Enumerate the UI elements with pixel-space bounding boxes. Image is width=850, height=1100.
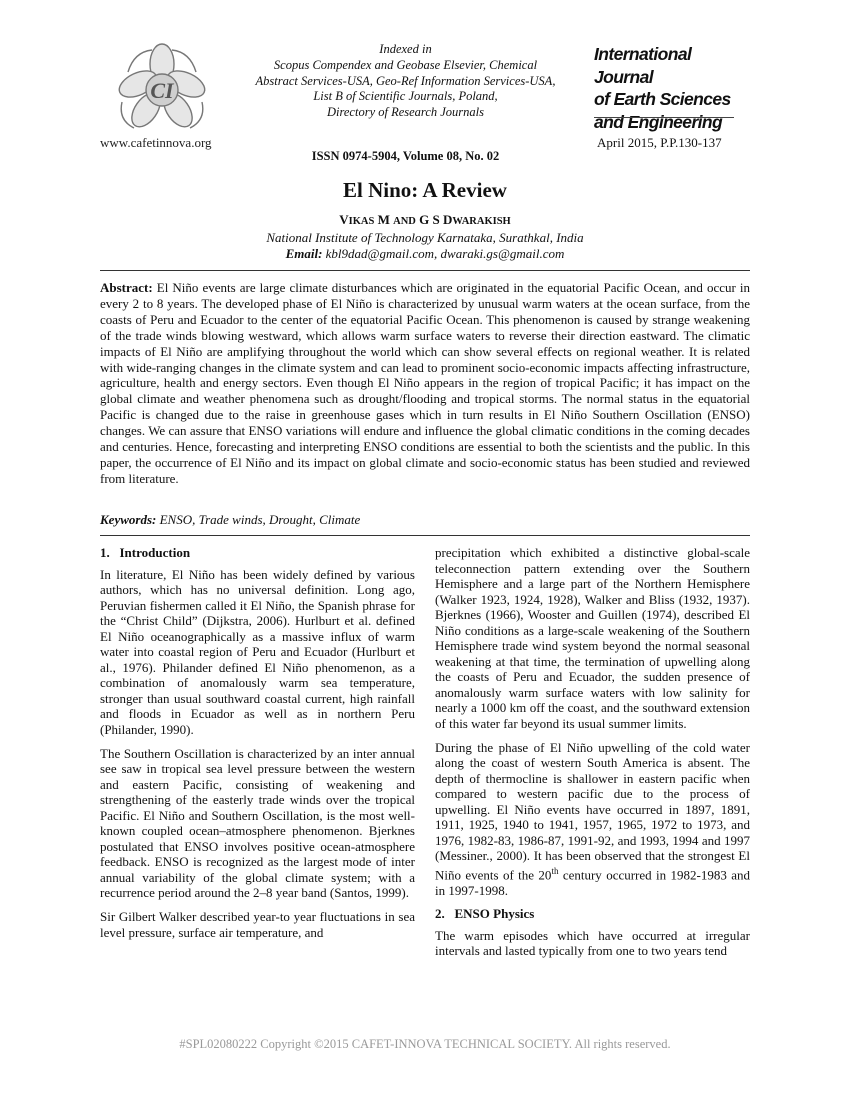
paragraph: In literature, El Niño has been widely defined by various authors, which has no universal definition. Long ago, Peruvian fishermen called it El Niño, the Spanish phrase for the “Christ Child” (Dijkstra, 2006). Hurlburt et al. defined El Niño oceanographically as a massive influx of warm water into coastal region of Peru and Ecuador (Hurlburt et al., 1976). Philander defined El Niño phenomenon, as a combination of anomalously warm sea temperature, stronger than usual southward coastal current, high rainfall and floods in Ecuador as well as in northern Peru (Philander, 1990). bbox=[100, 566, 415, 738]
journal-name-line: of Earth Sciences bbox=[594, 89, 731, 109]
superscript: th bbox=[551, 865, 559, 876]
right-column bbox=[435, 545, 750, 967]
indexing-line: Scopus Compendex and Geobase Elsevier, Chemical bbox=[273, 57, 538, 72]
paper-authors bbox=[100, 212, 750, 228]
left-column bbox=[100, 545, 415, 948]
keywords bbox=[100, 512, 750, 528]
email-line bbox=[100, 246, 750, 262]
journal-name-line: and Engineering bbox=[594, 111, 723, 132]
journal-underline bbox=[594, 117, 734, 118]
section-heading: 1. Introduction bbox=[100, 545, 191, 560]
website-url[interactable]: www.cafetinnova.org bbox=[100, 135, 212, 150]
indexing-line: Indexed in bbox=[379, 42, 432, 56]
author-text: V bbox=[339, 212, 349, 227]
abstract-text: El Niño events are large climate disturbances which are originated in the equatorial Pacific Ocean, and occur in every 2 to 8 years. The developed phase of El Niño is characterized by unusual warm waters at the ocean surface, from the coasts of Peru and Ecuador to the center of the equatorial Pacific Ocean. This phenomenon is caused by strange weakening of the trade winds blowing westward, which allows warm surface waters to reverse their direction eastward. The climatic impacts of El Niño are amplifying throughout the world which can show several effects on regional weather. It is related with wide-ranging changes in the climate system and can lead to prominent socio-economic impacts affecting infrastructure, agriculture, health and energy sectors. Even though El Niño appears in the region of tropical Pacific; it has impact on the global climate and weather phenomena such as drought/flooding and tropical storms. The normal status in the equatorial Pacific is changed due to the raise in greenhouse gases which in turn results in El Niño Southern Oscillation (ENSO) changes. We can assure that ENSO variations will endure and influence the global climatic conditions in the coming decades and centuries. Hence, forecasting and interpreting ENSO conditions are essential to both the scientists and the public. In this paper, the occurrence of El Niño and its impact on global climate and socio-economic status has been studied and reviewed from literature. bbox=[100, 280, 750, 486]
svg-text:CI: CI bbox=[150, 78, 174, 103]
journal-logo bbox=[108, 42, 216, 134]
journal-name bbox=[594, 43, 744, 133]
section-heading: 2. ENSO Physics bbox=[435, 906, 535, 922]
abstract bbox=[100, 280, 750, 487]
author-text: M bbox=[374, 212, 394, 227]
paragraph bbox=[435, 740, 750, 899]
affiliation: National Institute of Technology Karnataka, Surathkal, India bbox=[266, 230, 584, 245]
indexing-line: List B of Scientific Journals, Poland, bbox=[313, 89, 498, 104]
paragraph: Sir Gilbert Walker described year-to year fluctuations in sea level pressure, surface air temperature, and bbox=[100, 909, 415, 940]
paragraph-text: century occurred in 1982-1983 and in 1997-1998. bbox=[435, 867, 750, 898]
indexing-info bbox=[228, 42, 583, 121]
author-text: AND bbox=[393, 216, 416, 227]
keywords-label: Keywords: bbox=[100, 512, 157, 527]
author-text: WARAKISH bbox=[452, 216, 511, 227]
paper-title: El Nino: A Review bbox=[343, 178, 507, 202]
paragraph: precipitation which exhibited a distinctive global-scale teleconnection pattern extending over the Southern Hemisphere and a large part of the Northern Hemisphere (Walker 1923, 1924, 1928), Walker and Bliss (1932, 1937). Bjerknes (1966), Wooster and Guillen (1974), described El Niño conditions as a large-scale weakening of the Southern Hemisphere trade wind system beyond the normal seasonal weakening at that time, the termination of upwelling along the coasts of Peru and Ecuador, the sudden presence of anomalously warm surface waters with low salinity for nearly a 1000 km off the coast, and the southward extension of this water far beyond its usual summer limits. bbox=[435, 545, 750, 732]
paragraph: The warm episodes which have occurred at irregular intervals and lasted typically from one to two years tend bbox=[435, 927, 750, 959]
abstract-label: Abstract: bbox=[100, 280, 153, 295]
divider-top bbox=[100, 270, 750, 271]
indexing-line: Abstract Services-USA, Geo-Ref Information Services-USA, bbox=[255, 73, 556, 88]
email-value[interactable]: kbl9dad@gmail.com, dwaraki.gs@gmail.com bbox=[325, 246, 565, 261]
journal-name-line: International Journal bbox=[594, 44, 692, 87]
divider-bottom bbox=[100, 535, 750, 536]
author-text: G S D bbox=[415, 212, 453, 227]
author-text: IKAS bbox=[348, 216, 375, 227]
indexing-line: Directory of Research Journals bbox=[326, 105, 485, 120]
paragraph: The Southern Oscillation is characterized by an inter annual see saw in tropical sea level pressure between the western and eastern Pacific, consisting of weakening and strengthening of the easterly trade winds over the tropical Pacific. El Niño and Southern Oscillation, is the most well-known coupled ocean–atmosphere phenomenon. Bjerknes postulated that ENSO involves positive ocean-atmosphere feedback. ENSO is recognized as the largest mode of inter annual variability of the global climate system; with a recurrence period around the 2–8 year band (Santos, 1999). bbox=[100, 745, 415, 901]
issue-date: April 2015, P.P.130-137 bbox=[597, 135, 722, 150]
email-label: Email: bbox=[285, 246, 323, 261]
issn-line: ISSN 0974-5904, Volume 08, No. 02 bbox=[311, 149, 500, 163]
flower-logo-icon bbox=[108, 42, 216, 134]
paragraph-text: During the phase of El Niño upwelling of the cold water along the coast of western South America is absent. The depth of thermocline is shallower in eastern pacific when compared to western pacific due to the process of upwelling. El Niño events have occurred in 1897, 1891, 1911, 1925, 1940 to 1941, 1957, 1965, 1972 to 1973, and 1976, 1982-83, 1986-87, 1991-92, and 1993, 1994 and 1997 (Messiner., 2000). It has been observed that the strongest El Niño events of the 20 bbox=[435, 739, 750, 883]
keywords-text: ENSO, Trade winds, Drought, Climate bbox=[159, 512, 361, 527]
footer-copyright: #SPL02080222 Copyright ©2015 CAFET-INNOVA TECHNICAL SOCIETY. All rights reserved. bbox=[179, 1037, 671, 1051]
